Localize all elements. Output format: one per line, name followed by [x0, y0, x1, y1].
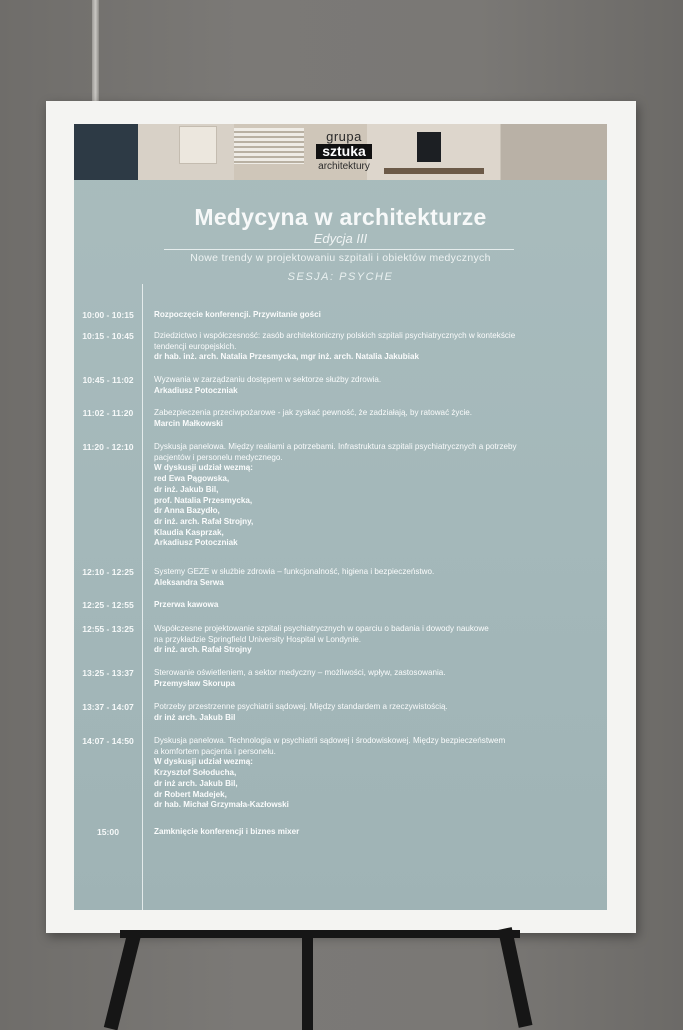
speaker-line: Klaudia Kasprzak,: [154, 527, 224, 537]
speaker-line: W dyskusji udział wezmą:: [154, 757, 253, 767]
schedule-description: [154, 408, 584, 429]
schedule-description: [154, 331, 584, 363]
schedule-time: 13:37 - 14:07: [82, 702, 134, 712]
schedule-description: [154, 702, 584, 723]
schedule-description: [154, 736, 584, 811]
description-line: Dyskusja panelowa. Między realiami a potrzebami. Infrastruktura szpitali psychiatrycznych a potrzeby: [154, 442, 517, 451]
logo-line3: architektury: [318, 161, 370, 172]
speaker-line: dr inż arch. Jakub Bil: [154, 712, 236, 722]
speaker-line: Arkadiusz Potoczniak: [154, 538, 238, 548]
title-divider: [164, 249, 514, 250]
schedule-time: 10:00 - 10:15: [82, 310, 134, 320]
schedule-time: 13:25 - 13:37: [82, 668, 134, 678]
easel-crossbar: [120, 930, 520, 938]
logo-line1: grupa: [326, 129, 362, 144]
schedule-time: 11:20 - 12:10: [82, 442, 134, 452]
speaker-line: Przerwa kawowa: [154, 600, 219, 609]
speaker-line: dr hab. Michał Grzymała-Kazłowski: [154, 800, 289, 810]
description-line: tendencji europejskich.: [154, 341, 237, 351]
schedule-time: 14:07 - 14:50: [82, 736, 134, 746]
description-line: Systemy GEZE w służbie zdrowia – funkcjonalność, higiena i bezpieczeństwo.: [154, 567, 435, 576]
schedule-description: [154, 624, 584, 656]
logo: [284, 130, 404, 180]
schedule-time: 12:10 - 12:25: [82, 567, 134, 577]
anatomy-chart-image: [179, 126, 217, 164]
schedule-description: [154, 442, 584, 549]
speaker-line: dr Robert Madejek,: [154, 789, 227, 799]
easel-right-leg: [498, 927, 532, 1028]
speaker-line: Aleksandra Serwa: [154, 577, 224, 587]
description-line: Wyzwania w zarządzaniu dostępem w sektorze służby zdrowia.: [154, 375, 382, 384]
poster-title: Medycyna w architekturze: [194, 204, 487, 230]
description-line: Sterowanie oświetleniem, a sektor medyczny – możliwości, wpływ, zastosowania.: [154, 668, 446, 677]
description-line: Potrzeby przestrzenne psychiatrii sądowej. Między standardem a rzeczywistością.: [154, 702, 448, 711]
description-line: pacjentów i personelu medycznego.: [154, 452, 283, 462]
header-photo: [74, 124, 607, 180]
poster-subtitle: Nowe trendy w projektowaniu szpitali i obiektów medycznych: [190, 252, 491, 264]
schedule-description: [154, 375, 584, 396]
description-line: Dyskusja panelowa. Technologia w psychiatrii sądowej i środowiskowej. Między bezpieczeństwem: [154, 736, 506, 745]
schedule-time: 12:55 - 13:25: [82, 624, 134, 634]
speaker-line: Arkadiusz Potoczniak: [154, 385, 238, 395]
speaker-line: dr hab. inż. arch. Natalia Przesmycka, mgr inż. arch. Natalia Jakubiak: [154, 352, 419, 362]
description-line: Zabezpieczenia przeciwpożarowe - jak zyskać pewność, że zadziałają, by ratować życie.: [154, 408, 473, 417]
speaker-line: Krzysztof Sołoducha,: [154, 768, 237, 778]
speaker-line: red Ewa Pągowska,: [154, 474, 230, 484]
poster-edition: Edycja III: [313, 231, 368, 246]
speaker-line: prof. Natalia Przesmycka,: [154, 495, 253, 505]
speaker-line: W dyskusji udział wezmą:: [154, 463, 253, 473]
schedule-time: 11:02 - 11:20: [82, 408, 134, 418]
monitor-image: [417, 132, 441, 162]
schedule-description: [154, 567, 584, 588]
logo-line2: sztuka: [316, 144, 372, 159]
speaker-line: dr inż. arch. Rafał Strojny,: [154, 516, 254, 526]
schedule-time: 12:25 - 12:55: [82, 600, 134, 610]
description-line: Współczesne projektowanie szpitali psychiatrycznych w oparciu o badania i dowody naukowe: [154, 624, 489, 633]
schedule-time: 10:45 - 11:02: [82, 375, 134, 385]
speaker-line: Marcin Małkowski: [154, 418, 223, 428]
schedule-time: 15:00: [97, 827, 119, 837]
description-line: na przykładzie Springfield University Hospital w Londynie.: [154, 634, 361, 644]
conference-poster: [74, 124, 607, 910]
schedule-description: [154, 668, 584, 689]
schedule-description: [154, 600, 584, 611]
schedule-description: [154, 310, 584, 321]
speaker-line: Zamknięcie konferencji i biznes mixer: [154, 827, 300, 836]
speaker-line: Przemysław Skorupa: [154, 678, 235, 688]
speaker-line: dr inż. arch. Rafał Strojny: [154, 645, 252, 655]
easel-left-leg: [104, 930, 142, 1030]
schedule-time: 10:15 - 10:45: [82, 331, 134, 341]
description-line: Dziedzictwo i współczesność: zasób architektoniczny polskich szpitali psychiatrycznych w kontekście: [154, 331, 516, 340]
speaker-line: dr Anna Bazydło,: [154, 506, 220, 516]
speaker-line: dr inż arch. Jakub Bil,: [154, 778, 238, 788]
speaker-line: dr inż. Jakub Bil,: [154, 484, 219, 494]
speaker-line: Rozpoczęcie konferencji. Przywitanie gości: [154, 310, 321, 319]
background-pole: [92, 0, 99, 110]
session-label: SESJA: PSYCHE: [287, 271, 394, 283]
easel-middle-leg: [302, 930, 313, 1030]
schedule-divider-line: [142, 284, 143, 910]
schedule-description: [154, 827, 584, 838]
description-line: a komfortem pacjenta i personelu.: [154, 746, 276, 756]
